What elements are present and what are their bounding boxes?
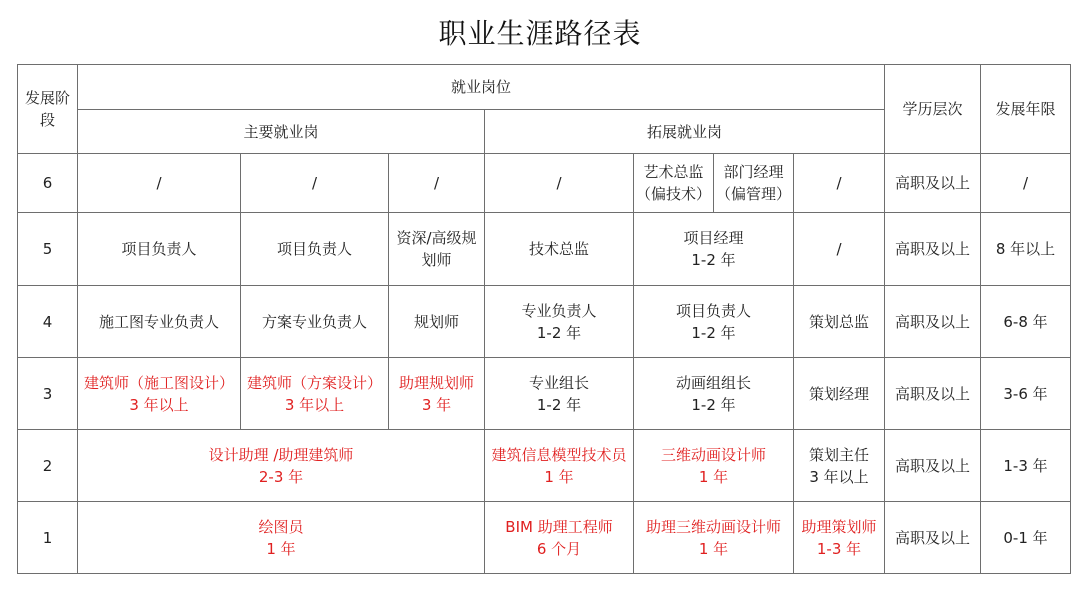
main-post-merged: 设计助理 /助理建筑师 2-3 年: [78, 430, 485, 502]
main-post-1: 施工图专业负责人: [78, 286, 241, 358]
extended-post-1: 建筑信息模型技术员 1 年: [485, 430, 634, 502]
extended-post-3: /: [794, 154, 885, 213]
education-cell: 高职及以上: [885, 430, 981, 502]
extended-post-3: /: [794, 213, 885, 286]
header-years: 发展年限: [981, 65, 1071, 154]
extended-post-2: 项目经理 1-2 年: [634, 213, 794, 286]
years-cell: 0-1 年: [981, 502, 1071, 574]
extended-post-1: /: [485, 154, 634, 213]
stage-cell: 6: [18, 154, 78, 213]
main-post-3: /: [389, 154, 485, 213]
stage-cell: 3: [18, 358, 78, 430]
years-cell: 3-6 年: [981, 358, 1071, 430]
years-cell: 6-8 年: [981, 286, 1071, 358]
header-stage: 发展阶段: [18, 65, 78, 154]
table-row-stage-2: [18, 430, 1071, 502]
header-education: 学历层次: [885, 65, 981, 154]
extended-post-2: 三维动画设计师 1 年: [634, 430, 794, 502]
extended-post-2b: 部门经理 （偏管理）: [714, 154, 794, 213]
stage-cell: 2: [18, 430, 78, 502]
extended-post-1: 专业组长 1-2 年: [485, 358, 634, 430]
header-main-positions: 主要就业岗: [78, 110, 485, 154]
education-cell: 高职及以上: [885, 502, 981, 574]
main-post-3: 规划师: [389, 286, 485, 358]
extended-post-2: 动画组组长 1-2 年: [634, 358, 794, 430]
main-post-3: 资深/高级规划师: [389, 213, 485, 286]
extended-post-3: 策划经理: [794, 358, 885, 430]
education-cell: 高职及以上: [885, 286, 981, 358]
stage-cell: 1: [18, 502, 78, 574]
page-title: 职业生涯路径表: [438, 17, 642, 50]
stage-cell: 5: [18, 213, 78, 286]
header-extended-positions: 拓展就业岗: [485, 110, 885, 154]
stage-cell: 4: [18, 286, 78, 358]
years-cell: 1-3 年: [981, 430, 1071, 502]
main-post-1: /: [78, 154, 241, 213]
years-cell: 8 年以上: [981, 213, 1071, 286]
years-cell: /: [981, 154, 1071, 213]
main-post-merged: 绘图员 1 年: [78, 502, 485, 574]
header-positions: 就业岗位: [78, 65, 885, 110]
extended-post-2: 助理三维动画设计师 1 年: [634, 502, 794, 574]
extended-post-3: 策划主任 3 年以上: [794, 430, 885, 502]
main-post-1: 项目负责人: [78, 213, 241, 286]
education-cell: 高职及以上: [885, 358, 981, 430]
main-post-3: 助理规划师 3 年: [389, 358, 485, 430]
main-post-1: 建筑师（施工图设计） 3 年以上: [78, 358, 241, 430]
career-path-table: [17, 64, 1071, 574]
extended-post-1: 专业负责人 1-2 年: [485, 286, 634, 358]
extended-post-3: 助理策划师 1-3 年: [794, 502, 885, 574]
extended-post-1: BIM 助理工程师 6 个月: [485, 502, 634, 574]
main-post-2: 项目负责人: [241, 213, 389, 286]
table-row-stage-4: [18, 286, 1071, 358]
extended-post-3: 策划总监: [794, 286, 885, 358]
main-post-2: /: [241, 154, 389, 213]
extended-post-2a: 艺术总监 （偏技术）: [634, 154, 714, 213]
education-cell: 高职及以上: [885, 154, 981, 213]
table-row-stage-1: [18, 502, 1071, 574]
main-post-2: 建筑师（方案设计） 3 年以上: [241, 358, 389, 430]
table-row-stage-3: [18, 358, 1071, 430]
main-post-2: 方案专业负责人: [241, 286, 389, 358]
extended-post-2: 项目负责人 1-2 年: [634, 286, 794, 358]
table-row-stage-5: [18, 213, 1071, 286]
extended-post-1: 技术总监: [485, 213, 634, 286]
education-cell: 高职及以上: [885, 213, 981, 286]
table-row-stage-6: [18, 154, 1071, 213]
